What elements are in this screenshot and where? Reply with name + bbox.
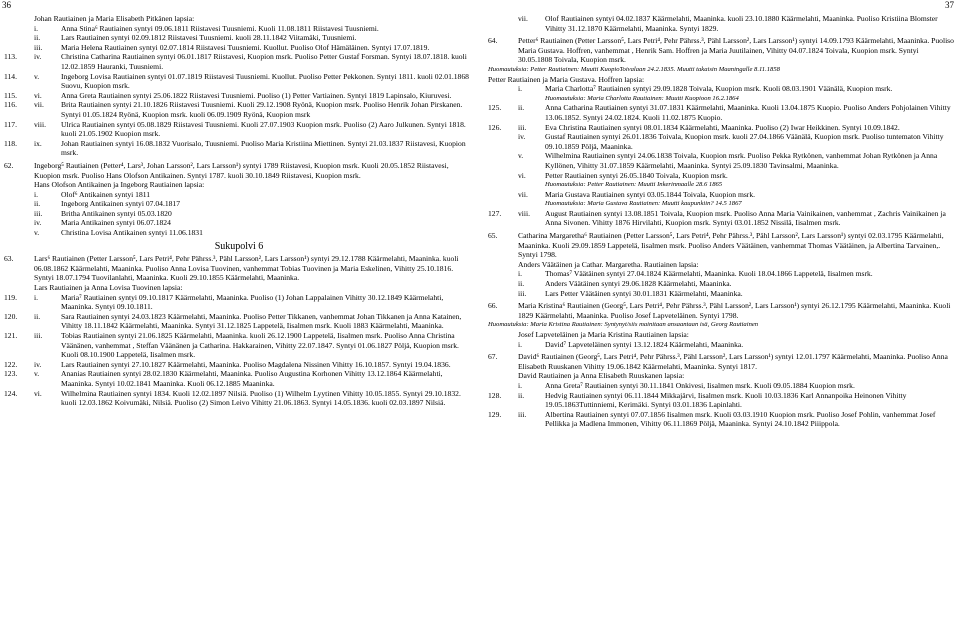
- child-entry: [4, 209, 474, 219]
- child-entry: [488, 410, 954, 429]
- entry-text: Maria Kristina⁶ Rautiainen (Georg⁵, Lars Petri⁴, Pehr Pährss.³, Pähl Larsson², Lars Larsson¹) syntyi 26.12.1795 Käärmelahti, Maaninka. Kuoli 1829 Käärmelahti, Maaninka. Puoliso Josef Lapveteläinen. Syntyi 1798.: [518, 301, 951, 320]
- child-roman-numeral: i.: [34, 292, 39, 302]
- page-number-right: 37: [945, 0, 954, 10]
- children-list: [488, 381, 954, 429]
- child-entry: [488, 123, 954, 133]
- child-entry: [4, 228, 474, 238]
- child-entry: [4, 91, 474, 101]
- child-roman-numeral: ii.: [518, 279, 525, 289]
- child-entry: [4, 52, 474, 71]
- child-number: [488, 340, 518, 350]
- child-number: [488, 381, 518, 391]
- child-number: [4, 24, 34, 34]
- child-entry: [488, 190, 954, 200]
- child-entry: [4, 360, 474, 370]
- child-roman-numeral: ii.: [34, 199, 41, 209]
- entry-text: Lars⁶ Rautiainen (Petter Larsson⁵, Lars Petri⁴, Pehr Pährss.³, Pähl Larsson², Lars Larsson¹) syntyi 29.12.1788 Käärmelahti, Maaninka. kuoli 06.08.1862 Käärmelahti, Maaninka. Puoliso Anna Lovisa Tuovinen, vanhemmat Tobias Tuovinen ja Maria Eskelinen, Vihitty 25.10.1816. Syntyi 18.07.1794 Tuovilanlahti, Maaninka. Kuoli 29.10.1855 Käärmelahti, Maaninka.: [34, 254, 459, 283]
- child-roman-numeral: i.: [518, 339, 523, 349]
- child-entry: [4, 369, 474, 388]
- child-text: Brita Rautiainen syntyi 21.10.1826 Riistavesi Tuusniemi. Kuoli 29.12.1908 Ryönä, Kuopion msrk. Puoliso Henrik Johan Pirskanen. Syntyi 01.05.1824 Ryönä, Kuopion msrk. kuoli 06.09.1909 Ryönä, Kuopion msrk: [61, 100, 463, 119]
- child-text: Tobias Rautiainen syntyi 21.06.1825 Käärmelahti, Maaninka. kuoli 26.12.1900 Lappetelä, Iisalmen msrk. Puoliso Anna Christina Väänänen, vanhemmat , Steffan Väänänen ja Catharina. Hakkarainen, Vihitty 22.07.1847. Syntyi 01.06.1827 Pöljä, Kuopion msrk. Kuoli 08.10.1900 Lappetelä, Iisalmen msrk.: [61, 331, 459, 360]
- child-number: [4, 190, 34, 200]
- child-roman-numeral: iv.: [34, 218, 42, 228]
- family-intro: Anders Väätäinen ja Cathar. Margaretha. Rautiainen lapsia:: [518, 259, 699, 269]
- child-entry: [4, 139, 474, 158]
- child-number: [4, 33, 34, 43]
- child-number: [4, 218, 34, 228]
- child-text: Hedvig Rautiainen syntyi 06.11.1844 Mikkajärvi, Iisalmen msrk. Kuoli 10.03.1836 Karl Annanpoika Heinonen Vihitty 19.05.1863Tuttinniemi, Kerimäki. Syntyi 03.01.1836 Lapinlahti.: [545, 390, 907, 410]
- children-list: [488, 14, 954, 33]
- child-entry: [4, 100, 474, 119]
- entry-number: 62.: [4, 160, 14, 170]
- child-roman-numeral: vi.: [34, 90, 42, 100]
- child-number: 114.: [4, 71, 18, 81]
- section-heading: Sukupolvi 6: [214, 240, 264, 252]
- child-roman-numeral: iii.: [34, 331, 43, 340]
- child-roman-numeral: vii.: [518, 14, 528, 23]
- children-list: [4, 190, 474, 238]
- child-text: David⁷ Lapveteläinen syntyi 13.12.1824 Käärmelahti, Maaninka.: [545, 339, 744, 349]
- child-roman-numeral: iii.: [518, 122, 527, 132]
- child-roman-numeral: i.: [518, 380, 523, 390]
- entry-number: 65.: [488, 231, 498, 241]
- child-roman-numeral: iii.: [34, 42, 43, 52]
- child-roman-numeral: ix.: [34, 138, 42, 148]
- entry-number: 67.: [488, 352, 498, 362]
- child-roman-numeral: v.: [518, 151, 524, 161]
- family-intro: Johan Rautiainen ja Maria Elisabeth Pitkänen lapsia:: [34, 14, 195, 23]
- child-number: [4, 199, 34, 209]
- child-roman-numeral: iv.: [34, 52, 42, 62]
- child-entry: [4, 43, 474, 53]
- child-number: 129.: [488, 409, 502, 419]
- child-entry: [488, 279, 954, 289]
- page-number-left: 36: [2, 0, 11, 10]
- child-remark: Huomautuksia: Maria Charlotta Rautiainen: Muutti Kuopioon 16.2.1864: [545, 94, 739, 102]
- child-entry: [4, 199, 474, 209]
- child-text: Anna Stina⁶ Rautiainen syntyi 09.06.1811 Riistavesi Tuusniemi. Kuoli 11.08.1811 Riistavesi Tuusniemi.: [61, 23, 379, 33]
- child-number: [4, 209, 34, 219]
- family-intro: David Rautiainen ja Anna Elisabeth Ruuskanen lapsia:: [518, 371, 685, 381]
- child-text: Anna Greta⁷ Rautiainen syntyi 30.11.1841 Onkivesi, Iisalmen msrk. Kuoli 09.05.1884 Kuopion msrk.: [545, 380, 855, 390]
- child-roman-numeral: viii.: [518, 208, 531, 218]
- child-entry: [4, 389, 474, 408]
- child-number: [488, 279, 518, 289]
- child-number: 122.: [4, 359, 18, 369]
- child-text: Britha Antikainen syntyi 05.03.1820: [61, 208, 172, 218]
- child-roman-numeral: vi.: [518, 170, 526, 180]
- child-entry: [488, 132, 954, 151]
- child-roman-numeral: iii.: [518, 409, 527, 419]
- child-text: Wilhelmina Rautiainen syntyi 24.06.1838 Toivala, Kuopion msrk. Puoliso Pekka Rytkönen, vanhemmat Johan Rytkönen ja Anna Kyllönen, Vihitty 31.07.1859 Käärmelahti, Maaninka. Syntyi 25.09.1830 Tavinsalmi, Maaninka.: [545, 151, 938, 170]
- children-list: [4, 24, 474, 158]
- child-number: 128.: [488, 390, 502, 400]
- children-list: [488, 84, 954, 228]
- child-entry: [488, 171, 954, 181]
- child-entry: [488, 103, 954, 122]
- family-intro: Lars Rautiainen ja Anna Lovisa Tuovinen lapsia:: [34, 283, 183, 293]
- child-roman-numeral: iv.: [34, 359, 42, 369]
- child-text: Ananias Rautiainen syntyi 28.02.1830 Käärmelahti, Maaninka. Puoliso Augustina Korhonen Vihitty 13.12.1864 Käärmelahti, Maaninka. Syntyi 10.02.1841 Maaninka. Kuoli 06.12.1885 Maaninka.: [61, 369, 443, 388]
- person-entry-66: [488, 301, 954, 320]
- person-entry-65: [488, 231, 954, 260]
- child-number: 119.: [4, 292, 18, 302]
- child-remark: Huomautuksia: Petter Rautiainen: Muutti Inkerinmaalle 28.6 1865: [545, 181, 723, 189]
- child-number: 120.: [4, 311, 18, 321]
- child-number: 123.: [4, 369, 18, 379]
- child-text: Anders Väätäinen syntyi 29.06.1828 Käärmelahti, Maaninka.: [545, 279, 732, 289]
- child-number: [488, 84, 518, 94]
- child-roman-numeral: i.: [34, 189, 39, 199]
- child-entry: [488, 84, 954, 94]
- entry-number: 66.: [488, 301, 498, 311]
- child-number: 117.: [4, 119, 18, 129]
- child-number: 116.: [4, 100, 18, 110]
- child-text: Gustaf Rautiainen syntyi 26.01.1836 Toivala, Kuopion msrk. kuoli 27.04.1866 Väänälä, Kuopion msrk. Puoliso tuntematon Vihitty 09.10.1859 Pöljä, Maaninka.: [545, 132, 944, 151]
- child-roman-numeral: vii.: [34, 100, 44, 110]
- child-entry: [488, 14, 954, 33]
- child-text: Maria Antikainen syntyi 06.07.1824: [61, 218, 171, 228]
- child-text: Olof Rautiainen syntyi 04.02.1837 Käärmelahti, Maaninka. kuoli 23.10.1880 Käärmelahti, Maaninka. Puoliso Kristiina Blomster Vihitty 31.12.1870 Käärmelahti, Maaninka. Syntyi 1829.: [545, 14, 938, 33]
- child-entry: [488, 381, 954, 391]
- children-list: [488, 340, 954, 350]
- child-entry: [488, 289, 954, 299]
- child-number: [488, 151, 518, 170]
- child-entry: [488, 391, 954, 410]
- person-entry-62: [4, 161, 474, 180]
- child-number: 127.: [488, 208, 502, 218]
- family-intro: Petter Rautiainen ja Maria Gustava. Hoffren lapsia:: [488, 74, 645, 84]
- entry-number: 64.: [488, 36, 498, 46]
- child-roman-numeral: i.: [518, 269, 523, 279]
- person-entry-63: [4, 254, 474, 283]
- child-number: 126.: [488, 122, 502, 132]
- entry-text: Petter⁶ Rautiainen (Petter Larsson⁵, Lars Petri⁴, Pehr Pährss.³, Pähl Larsson², Lars Larsson¹) syntyi 14.09.1793 Käärmelahti, Maaninka. Puoliso Maria Gustava. Hoffren, vanhemmat , Henrik Sam. Hoffren ja Maria Juutilainen, Vihitty 04.07.1824 Toivala, Kuopion msrk. Syntyi 30.05.1808 Toivala, Kuopion msrk.: [518, 36, 954, 65]
- child-roman-numeral: iv.: [518, 132, 526, 142]
- child-entry: [4, 120, 474, 139]
- child-text: Eva Christina Rautiainen syntyi 08.01.1834 Käärmelahti, Maaninka. Puoliso (2) Iwar Heikkinen. Syntyi 10.09.1842.: [545, 122, 900, 132]
- child-entry: [4, 24, 474, 34]
- child-roman-numeral: ii.: [518, 103, 525, 113]
- child-text: Maria Helena Rautiainen syntyi 02.07.1814 Riistavesi Tuusniemi. Kuollut. Puoliso Olof Hämäläinen. Syntyi 17.07.1819.: [61, 42, 430, 52]
- child-entry: [4, 218, 474, 228]
- child-text: Lars Rautiainen syntyi 02.09.1812 Riistavesi Tuusniemi. kuoli 28.11.1842 Viitamäki, Tuusniemi.: [61, 33, 357, 43]
- child-entry: [488, 151, 954, 170]
- child-roman-numeral: iii.: [518, 288, 527, 298]
- child-number: [488, 269, 518, 279]
- child-number: 118.: [4, 138, 18, 148]
- child-text: Ingeborg Lovisa Rautiainen syntyi 01.07.1819 Riistavesi Tuusniemi. Kuollut. Puoliso Petter Pekkonen. Syntyi 1811. kuoli 02.01.1868 Suovu, Kuopion msrk.: [61, 71, 469, 91]
- child-number: [488, 171, 518, 181]
- child-number: 125.: [488, 103, 502, 113]
- child-roman-numeral: i.: [34, 23, 39, 33]
- remark: Huomautuksia: Maria Kristina Rautiainen: Syntynyt/siis mainitaan ansaantaan isä, Georg Rautiainen: [488, 321, 759, 329]
- child-text: Ulrica Rautiainen syntyi 05.08.1829 Riistavesi Tuusniemi. Kuoli 27.07.1903 Kuopion msrk. Puoliso (2) Aaro Julkunen. Syntyi 1818. kuoli 21.05.1902 Kuopion msrk.: [61, 119, 466, 139]
- child-text: Anna Catharina Rautiainen syntyi 31.07.1831 Käärmelahti, Maaninka. Kuoli 13.04.1875 Kuopio. Puoliso Anders Pohjolainen Vihitty 13.06.1852. Syntyi 24.02.1824. Kuoli 11.02.1875 Kuopio.: [545, 103, 951, 122]
- child-text: Thomas⁷ Väätäinen syntyi 27.04.1824 Käärmelahti, Maaninka. Kuoli 18.04.1866 Lappetelä, Iisalmen msrk.: [545, 269, 873, 279]
- child-text: Albertina Rautiainen syntyi 07.07.1856 Iisalmen msrk. Kuoli 03.03.1910 Kuopion msrk. Puoliso Josef Pohlin, vanhemmat Josef Pellikka ja Madlena Immonen, Vihitty 06.11.1869 Pöljä, Maaninka. Syntyi 24.10.1842 Piiippola.: [545, 409, 936, 429]
- child-text: Lars Rautiainen syntyi 27.10.1827 Käärmelahti, Maaninka. Puoliso Magdalena Nissinen Vihitty 16.10.1857. Syntyi 19.04.1836.: [61, 359, 451, 369]
- child-number: 113.: [4, 52, 18, 62]
- child-text: Christina Catharina Rautiainen syntyi 06.01.1817 Riistavesi, Kuopion msrk. Puoliso Petter Gustaf Forsman. Syntyi 18.07.1818. kuoli 12.02.1859 Hauranki, Tuusniemi.: [61, 52, 467, 71]
- entry-text: David⁶ Rautiainen (Georg⁵, Lars Petri⁴, Pehr Pährss.³, Pähl Larsson², Lars Larsson¹) syntyi 12.01.1797 Käärmelahti, Maaninka. Puoliso Anna Elisabeth Ruuskanen Vihitty 19.06.1842 Käärmelahti, Maaninka. Syntyi 1817.: [518, 352, 948, 371]
- entry-text: Ingeborg⁵ Rautiainen (Petter⁴, Lars³, Johan Larsson², Lars Larsson¹) syntyi 1789 Riistavesi, Kuopion msrk. Kuoli 20.05.1852 Riistavesi, Kuopion msrk. Puoliso Hans Olofson Antikainen. Syntyi 1787. kuoli 30.10.1849 Riistavesi, Kuopion msrk.: [34, 160, 449, 180]
- family-intro: Josef Lapveteläinen ja Maria Kristina Rautiainen lapsia:: [518, 330, 689, 339]
- child-number: 115.: [4, 90, 18, 100]
- child-text: Johan Rautiainen syntyi 16.08.1832 Vuorisalo, Tuusniemi. Puoliso Maria Kristiina Miettinen. Syntyi 21.03.1837 Riistavesi, Kuopion msrk.: [61, 138, 466, 158]
- child-entry: [4, 331, 474, 360]
- entry-text: Catharina Margaretha⁶ Rautiainen (Petter Larsson⁵, Lars Petri⁴, Pehr Pährss.³, Pähl Larsson², Lars Larsson¹) syntyi 02.03.1795 Käärmelahti, Maaninka. Kuoli 29.09.1859 Lappetelä, Iisalmen msrk. Puoliso Anders Väätäinen, vanhemmat Thomas Väätäinen, ja Albertina Tarvainen,. Syntyi 1798.: [518, 231, 944, 260]
- child-number: [488, 289, 518, 299]
- child-roman-numeral: v.: [34, 369, 40, 379]
- child-roman-numeral: vii.: [518, 189, 528, 199]
- child-number: [488, 132, 518, 151]
- child-entry: [4, 190, 474, 200]
- child-roman-numeral: viii.: [34, 119, 47, 129]
- left-column: [4, 14, 474, 408]
- child-roman-numeral: iii.: [34, 208, 43, 218]
- child-text: Maria⁷ Rautiainen syntyi 09.10.1817 Käärmelahti, Maaninka. Puoliso (1) Johan Lappalainen Vihitty 30.12.1849 Käärmelahti, Maaninka. Syntyi 09.10.1811.: [61, 292, 444, 312]
- child-text: Lars Petter Väätäinen syntyi 30.01.1831 Käärmelahti, Maaninka.: [545, 288, 743, 298]
- child-entry: [4, 312, 474, 331]
- child-number: [488, 190, 518, 200]
- child-entry: [4, 72, 474, 91]
- child-text: Olof⁶ Antikainen syntyi 1811: [61, 189, 151, 199]
- entry-number: 63.: [4, 254, 14, 264]
- child-text: Wilhelmina Rautiainen syntyi 1834. Kuoli 12.02.1897 Nilsiä. Puoliso (1) Wilhelm Lyytinen Vihitty 10.05.1855. Syntyi 29.10.1832. kuoli 12.03.1862 Koivumäki, Nilsiä. Puoliso (2) Simon Leivo Vihitty 21.06.1863. Syntyi 14.05.1836. kuoli 02.03.1897 Nilsiä.: [61, 388, 461, 408]
- child-roman-numeral: ii.: [34, 311, 41, 321]
- child-entry: [4, 293, 474, 312]
- child-remark: Huomautuksia: Maria Gustava Rautiainen: Muutti kaupunkiin? 14.5 1867: [545, 200, 742, 208]
- child-text: Anna Greta Rautiainen syntyi 25.06.1822 Riistavesi Tuusniemi. Puoliso (1) Petter Vartiainen. Syntyi 1819 Lapinsalo, Kiuruvesi.: [61, 90, 452, 100]
- person-entry-67: [488, 352, 954, 371]
- right-column: [488, 14, 954, 429]
- child-text: Maria Gustava Rautiainen syntyi 03.05.1844 Toivala, Kuopion msrk.: [545, 189, 756, 199]
- child-roman-numeral: i.: [518, 84, 523, 94]
- child-entry: [488, 269, 954, 279]
- child-roman-numeral: vi.: [34, 388, 42, 398]
- child-entry: [4, 33, 474, 43]
- remark: Huomautuksia: Petter Rautiainen: Muutti KuopioToivalaan 24.2.1835. Muutti takaisin Maaningalle 8.11.1858: [488, 65, 780, 73]
- child-text: Sara Rautiainen syntyi 24.03.1823 Käärmelahti, Maaninka. Puoliso Petter Tikkanen, vanhemmat Johan Tikkanen ja Anna Katainen, Vihitty 18.11.1842 Käärmelahti, Maaninka. Syntyi 31.12.1825 Lappetelä, Iisalmen msrk. Kuoli 1883 Käärmelahti, Maaninka.: [61, 311, 462, 331]
- child-roman-numeral: ii.: [518, 390, 525, 400]
- person-entry-64: [488, 36, 954, 65]
- child-number: [4, 43, 34, 53]
- child-text: Ingeborg Antikainen syntyi 07.04.1817: [61, 199, 181, 209]
- children-list: [488, 269, 954, 298]
- child-entry: [488, 209, 954, 228]
- child-number: [488, 14, 518, 33]
- child-text: August Rautiainen syntyi 13.08.1851 Toivala, Kuopion msrk. Puoliso Anna Maria Vainikainen, vanhemmat , Zachris Vainikainen ja Anna Sivonen. Vihitty 1876 Hirvilahti, Kuopion msrk. Syntyi 03.01.1852 Nissilä, Iisalmen msrk.: [545, 208, 946, 228]
- child-roman-numeral: v.: [34, 228, 40, 238]
- child-text: Petter Rautiainen syntyi 26.05.1840 Toivala, Kuopion msrk.: [545, 170, 728, 180]
- child-roman-numeral: v.: [34, 71, 40, 81]
- right-page: [480, 0, 960, 617]
- child-number: [4, 228, 34, 238]
- child-entry: [488, 340, 954, 350]
- child-number: 124.: [4, 388, 18, 398]
- children-list: [4, 293, 474, 408]
- child-text: Christina Lovisa Antikainen syntyi 11.06.1831: [61, 228, 203, 238]
- family-intro: Hans Olofson Antikainen ja Ingeborg Rautiainen lapsia:: [34, 180, 205, 190]
- child-number: 121.: [4, 331, 18, 340]
- child-roman-numeral: ii.: [34, 33, 41, 43]
- child-text: Maria Charlotta⁷ Rautiainen syntyi 29.09.1828 Toivala, Kuopion msrk. Kuoli 08.03.1901 Väänälä, Kuopion msrk.: [545, 84, 893, 94]
